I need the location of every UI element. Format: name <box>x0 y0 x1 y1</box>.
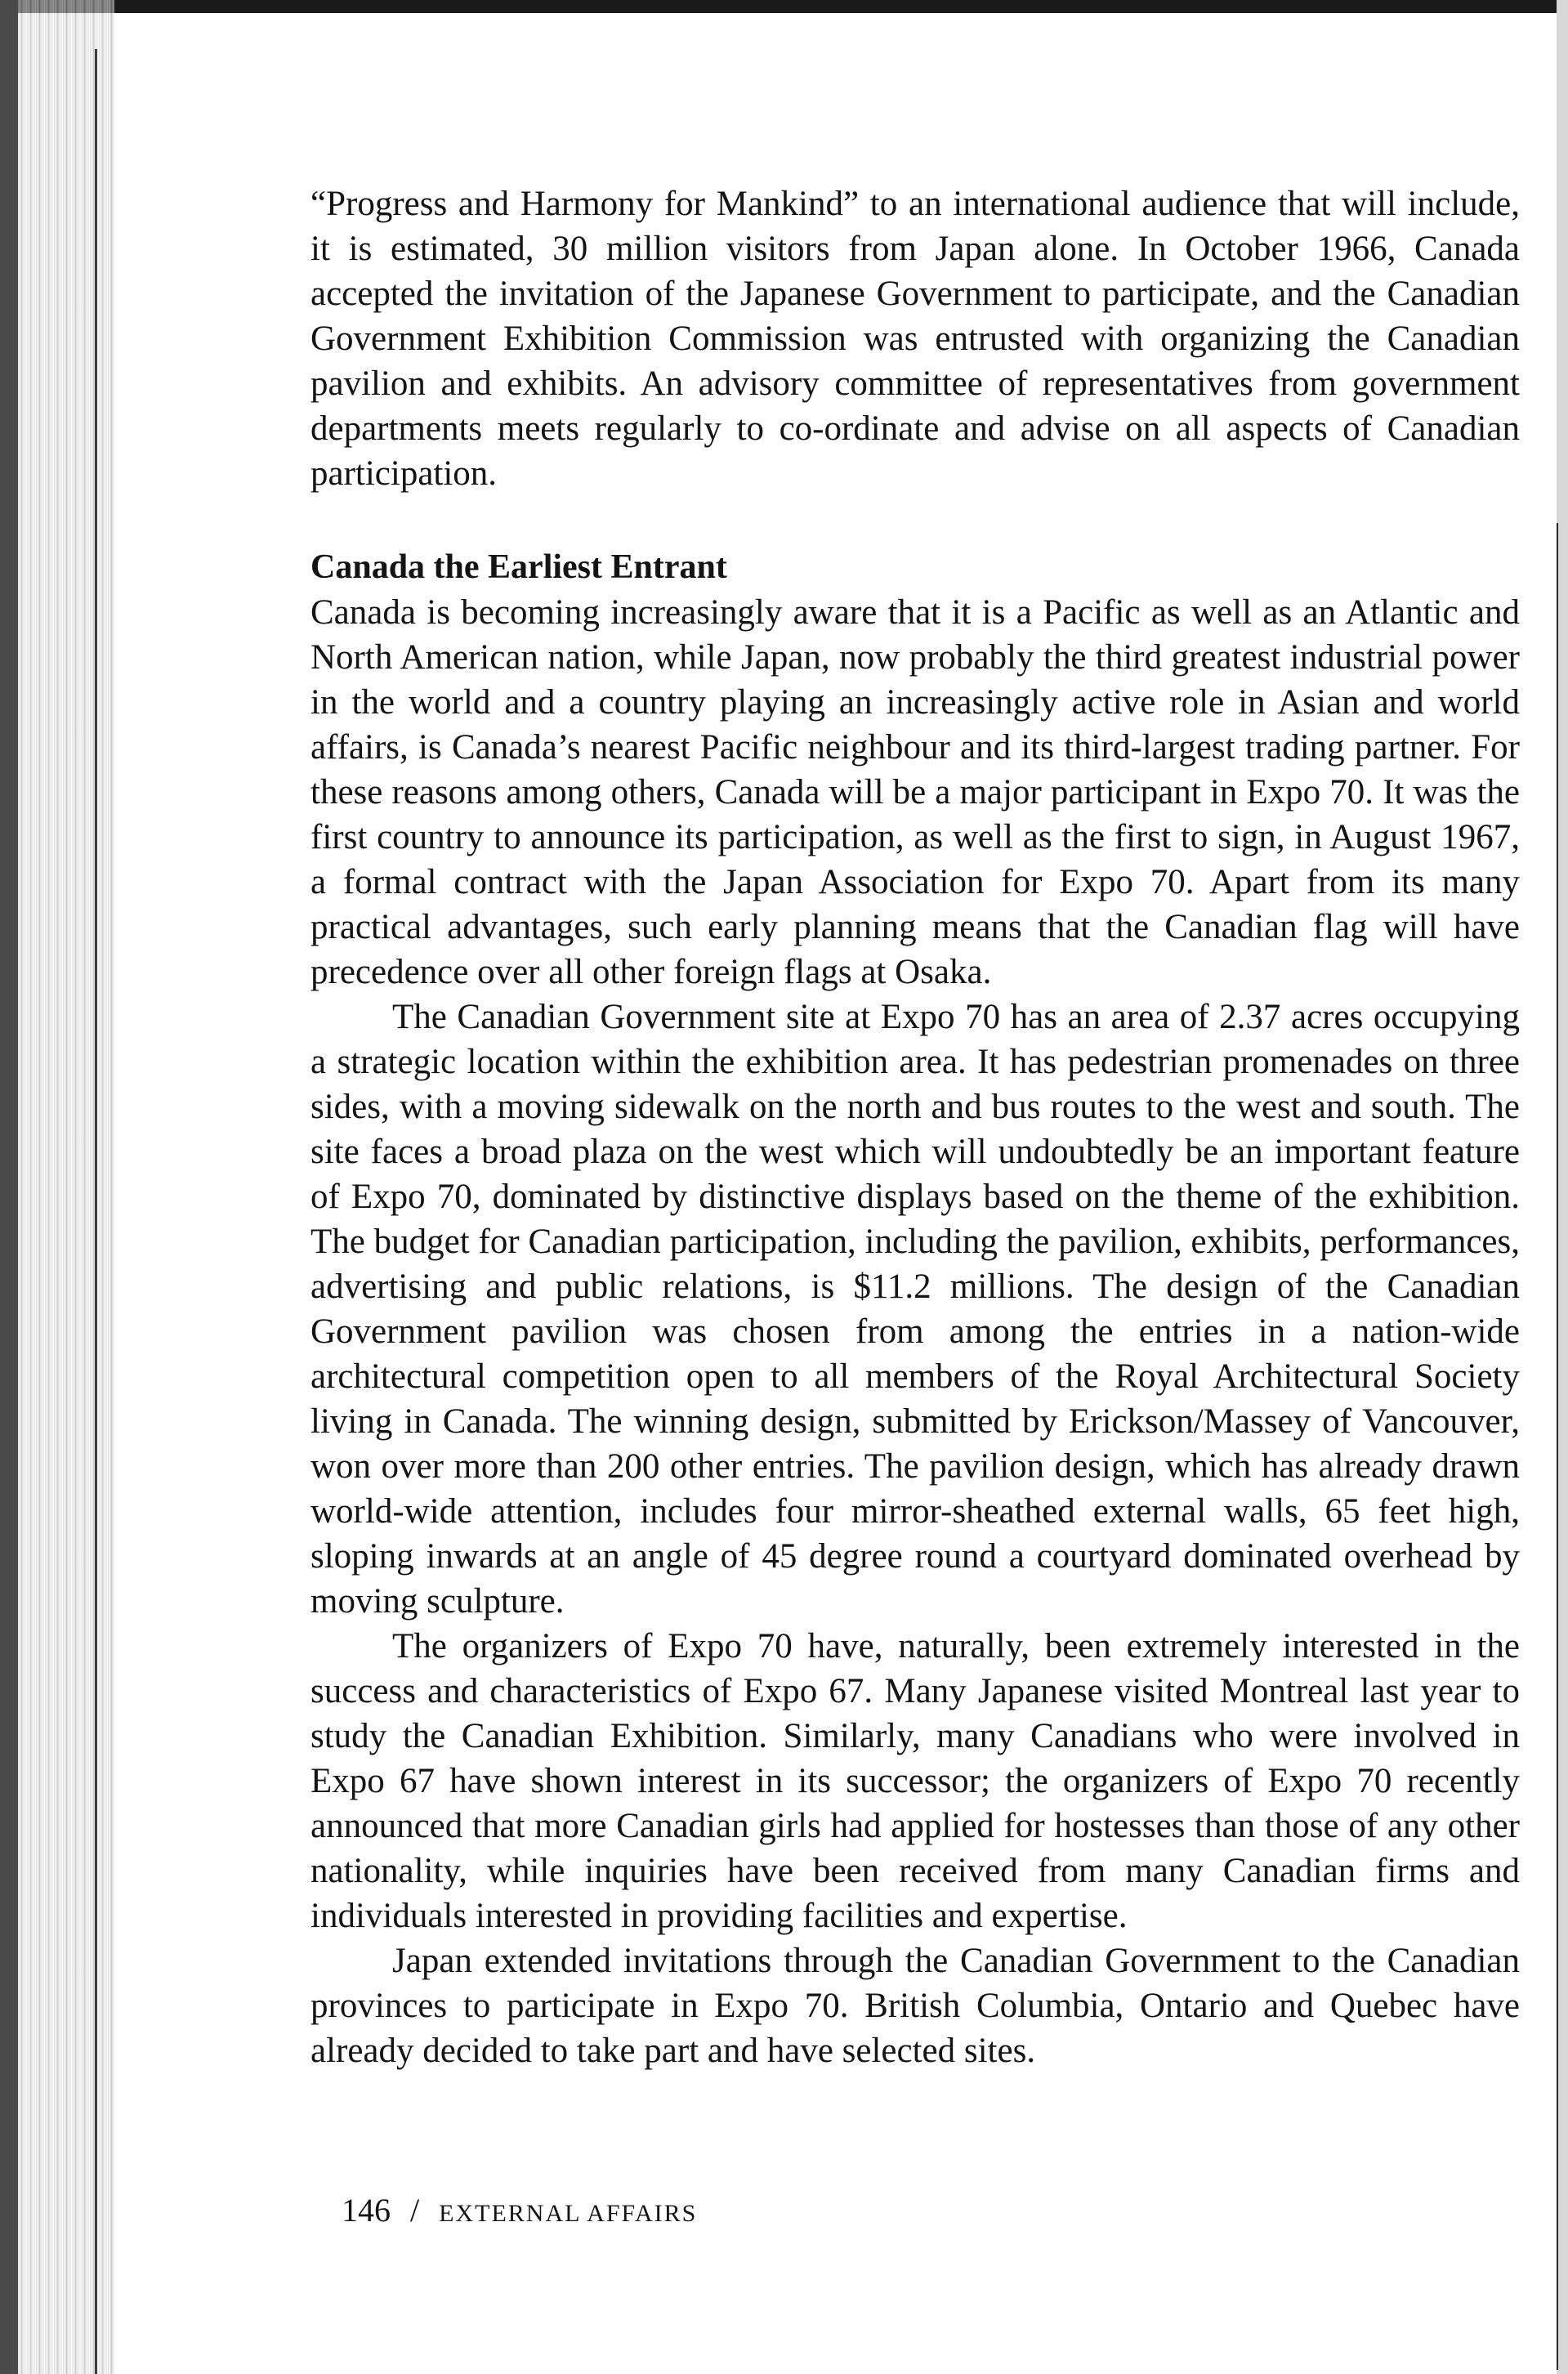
journal-title: EXTERNAL AFFAIRS <box>439 2200 698 2227</box>
page-body <box>310 181 1520 2073</box>
page-gutter <box>18 0 114 2374</box>
right-edge-line <box>1557 523 1558 2370</box>
section-paragraph-4: Japan extended invitations through the Canadian Government to the Canadian provinces to participate in Expo 70. British Columbia, Ontario and Quebec have already decided to take part and have selected sites. <box>310 1942 1520 2070</box>
scan-right-edge <box>1557 0 1568 2374</box>
page-footer <box>342 2190 697 2234</box>
scan-top-edge <box>0 0 1568 13</box>
footer-separator: / <box>410 2192 420 2229</box>
section-paragraph-2: The Canadian Government site at Expo 70 has an area of 2.37 acres occupying a strategic location within the exhibition area. It has pedestrian promenades on three sides, with a moving sidewalk on the north and bus routes to the west and south. The site faces a broad plaza on the west which will undoubtedly be an important feature of Expo 70, dominated by distinctive displays based on the theme of the exhibition. The budget for Canadian participation, including the pavilion, exhibits, performances, advertising and public relations, is $11.2 millions. The design of the Canadian Government pavilion was chosen from among the entries in a nation-wide architectural competition open to all members of the Royal Architectural Society living in Canada. The winning design, submitted by Erickson/Massey of Vancouver, won over more than 200 other entries. The pavilion design, which has already drawn world-wide attention, includes four mirror-sheathed external walls, 65 feet high, sloping inwards at an angle of 45 degree round a courtyard dominated overhead by moving sculpture. <box>310 998 1520 1621</box>
gutter-line <box>95 49 97 2374</box>
book-spine <box>0 0 18 2374</box>
section-heading: Canada the Earliest Entrant <box>310 548 727 586</box>
opening-paragraph: “Progress and Harmony for Mankind” to an international audience that will include, it is estimated, 30 million visitors from Japan alone. In October 1966, Canada accepted the invitation of the Japanese Government to participate, and the Canadian Government Exhibition Commission was entrusted with organizing the Canadian pavilion and exhibits. An advisory committee of representatives from government departments meets regularly to co-ordinate and advise on all aspects of Canadian participation. <box>310 185 1520 493</box>
page-number: 146 <box>342 2192 391 2229</box>
section-paragraph-3: The organizers of Expo 70 have, naturally, been extremely interested in the success and characteristics of Expo 67. Many Japanese visited Montreal last year to study the Canadian Exhibition. Similarly, many Canadians who were involved in Expo 67 have shown interest in its successor; the organizers of Expo 70 recently announced that more Canadian girls had applied for hostesses than those of any other nationality, while inquiries have been received from many Canadian firms and individuals interested in providing facilities and expertise. <box>310 1627 1520 1935</box>
section-paragraph-1: Canada is becoming increasingly aware that it is a Pacific as well as an Atlantic and North American nation, while Japan, now probably the third greatest industrial power in the world and a country playing an increasingly active role in Asian and world affairs, is Canada’s nearest Pacific neighbour and its third-largest trading partner. For these reasons among others, Canada will be a major participant in Expo 70. It was the first country to announce its participation, as well as the first to sign, in August 1967, a formal contract with the Japan Association for Expo 70. Apart from its many practical advantages, such early planning means that the Canadian flag will have precedence over all other foreign flags at Osaka. <box>310 593 1520 991</box>
